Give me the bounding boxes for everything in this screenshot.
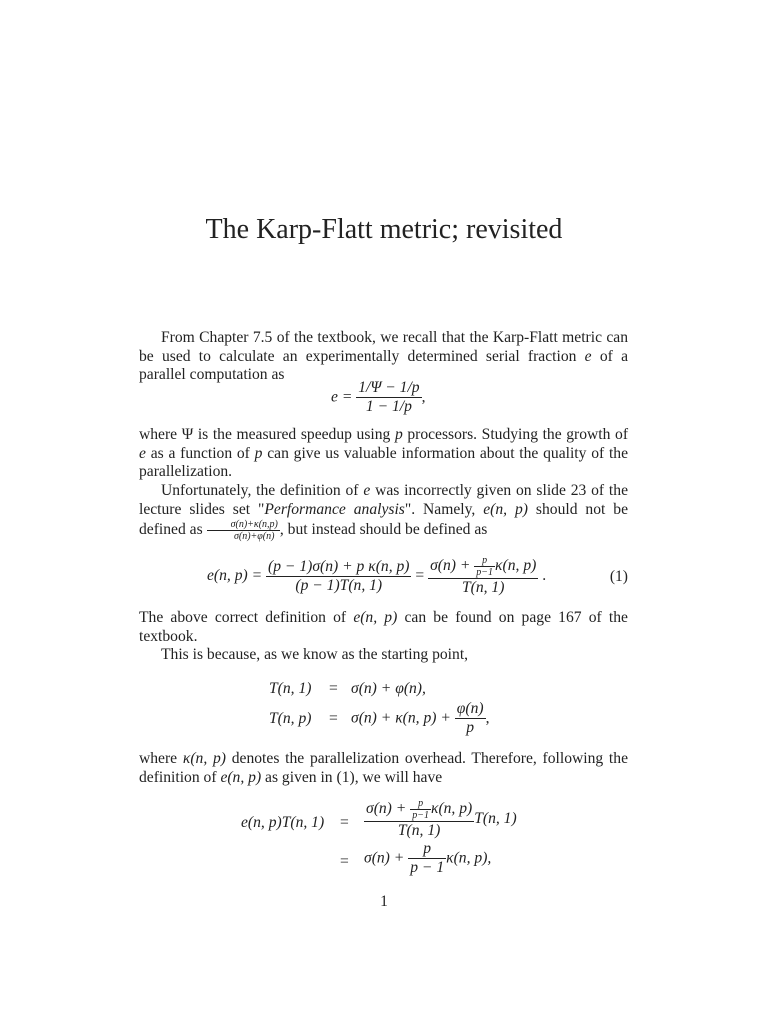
paragraph-text: can give us valuable information about the quality of the parallelization.	[139, 444, 629, 480]
equation-lhs: e(n, p) =	[207, 567, 263, 584]
fraction-numerator: (p − 1)σ(n) + p κ(n, p)	[268, 557, 410, 575]
equation-lhs: T(n, 1)	[269, 680, 312, 697]
paragraph-textbook-ref	[139, 609, 628, 646]
equation-fraction	[364, 798, 474, 840]
fraction-denominator: (p − 1)T(n, 1)	[295, 576, 383, 594]
fraction-numerator: σ(n)+κ(n,p)	[207, 519, 280, 531]
paragraph-text: can be found on page 167 of the textbook.	[139, 609, 628, 645]
equals-sign: =	[329, 680, 338, 697]
equation-number: (1)	[609, 568, 628, 585]
slides-title: Performance analysis	[264, 500, 405, 518]
equation-fraction	[356, 379, 421, 416]
math-var: e	[363, 482, 371, 499]
math-var: e	[139, 444, 146, 462]
math-var: e(n, p)	[353, 609, 398, 626]
equals-sign: =	[415, 567, 425, 584]
equation-2	[139, 678, 628, 738]
math-var: p	[254, 444, 263, 462]
fraction-denominator: p−1	[476, 567, 494, 578]
fraction-numerator: p	[408, 840, 446, 859]
numerator-part: κ(n, p)	[430, 800, 473, 818]
equation-punct: ,	[485, 709, 490, 727]
paragraph-text: From Chapter 7.5 of the textbook, we recall that the Karp-Flatt metric can be used to calculate an experimentally determined serial fraction	[139, 329, 628, 365]
paragraph-text: was incorrectly given on slide 23 of the lecture slides set "	[139, 482, 628, 518]
fraction-numerator: φ(n)	[456, 700, 484, 717]
equation-lhs: e(n, p)T(n, 1)	[241, 814, 325, 831]
paragraph-correction	[139, 482, 628, 542]
equation-punct: ,	[421, 388, 426, 406]
paragraph-text: as a function of	[150, 444, 250, 462]
equation-rhs: T(n, 1)	[474, 810, 517, 827]
paragraph-text: processors. Studying the growth of	[407, 426, 629, 443]
paragraph-text: The above correct definition of	[139, 609, 347, 626]
equals-sign: =	[329, 710, 338, 727]
equation-rhs: σ(n) +	[364, 849, 405, 867]
math-var: e(n, p)	[220, 768, 262, 786]
math-var: p	[394, 426, 403, 443]
fraction-denominator: p	[466, 719, 475, 736]
paragraph-text: where	[139, 426, 178, 443]
equation-rhs: σ(n) + κ(n, p) +	[351, 709, 451, 727]
equation-rhs: σ(n) + φ(n),	[351, 680, 426, 697]
equation-fraction	[266, 558, 411, 595]
fraction-denominator: T(n, 1)	[461, 579, 505, 596]
numerator-part: σ(n) +	[430, 557, 471, 575]
fraction-numerator	[428, 555, 538, 579]
equation-lhs: T(n, p)	[269, 710, 312, 727]
paragraph-text: should not be defined as	[139, 500, 628, 539]
page-number: 1	[380, 893, 388, 910]
fraction-denominator: p − 1	[410, 859, 445, 876]
small-fraction	[474, 555, 495, 578]
equation-3	[139, 798, 628, 878]
fraction-numerator: p	[474, 555, 495, 567]
fraction-denominator: T(n, 1)	[397, 822, 441, 839]
paragraph-intro	[139, 329, 628, 385]
math-var: κ(n, p)	[182, 750, 226, 767]
numerator-part: κ(n, p)	[495, 557, 537, 575]
inline-fraction	[207, 519, 280, 542]
paragraph-text: denotes the parallelization overhead. Therefore, following the definition of	[139, 750, 628, 786]
equation-rhs: κ(n, p),	[446, 849, 492, 867]
paragraph-text: Unfortunately, the definition of	[161, 482, 359, 499]
fraction-numerator: 1/Ψ − 1/p	[358, 379, 420, 396]
math-var: e(n, p)	[483, 500, 528, 518]
equation-punct: .	[542, 567, 547, 584]
fraction-denominator: p−1	[412, 810, 429, 821]
paragraph-text: as given in (1), we will have	[265, 768, 443, 786]
fraction-denominator: 1 − 1/p	[365, 398, 412, 415]
numerator-part: σ(n) +	[366, 800, 407, 818]
paragraph-text: , but instead should be defined as	[279, 521, 488, 539]
paragraph-overhead	[139, 750, 628, 787]
equation-fraction	[455, 700, 486, 737]
equals-sign: =	[340, 814, 349, 831]
math-var: e	[584, 347, 592, 365]
fraction-denominator: σ(n)+φ(n)	[233, 531, 275, 542]
equation-fraction	[408, 840, 446, 877]
equation-lhs: e =	[331, 388, 353, 406]
fraction-numerator: p	[410, 798, 431, 810]
page-title: The Karp-Flatt metric; revisited	[205, 214, 563, 245]
equation-fraction	[428, 555, 538, 597]
paragraph-speedup	[139, 426, 628, 482]
math-var: Ψ	[181, 426, 194, 443]
paragraph-text: of a parallel computation as	[139, 347, 628, 383]
paragraph-text: where	[139, 750, 178, 767]
equation-1	[139, 555, 628, 599]
fraction-numerator	[364, 798, 474, 822]
paragraph-starting-point	[139, 646, 628, 665]
small-fraction	[410, 798, 431, 821]
paragraph-text: is the measured speedup using	[197, 426, 391, 443]
paragraph-text: This is because, as we know as the starting point,	[161, 646, 469, 663]
equals-sign: =	[340, 853, 349, 870]
paragraph-text: ". Namely,	[404, 500, 476, 518]
